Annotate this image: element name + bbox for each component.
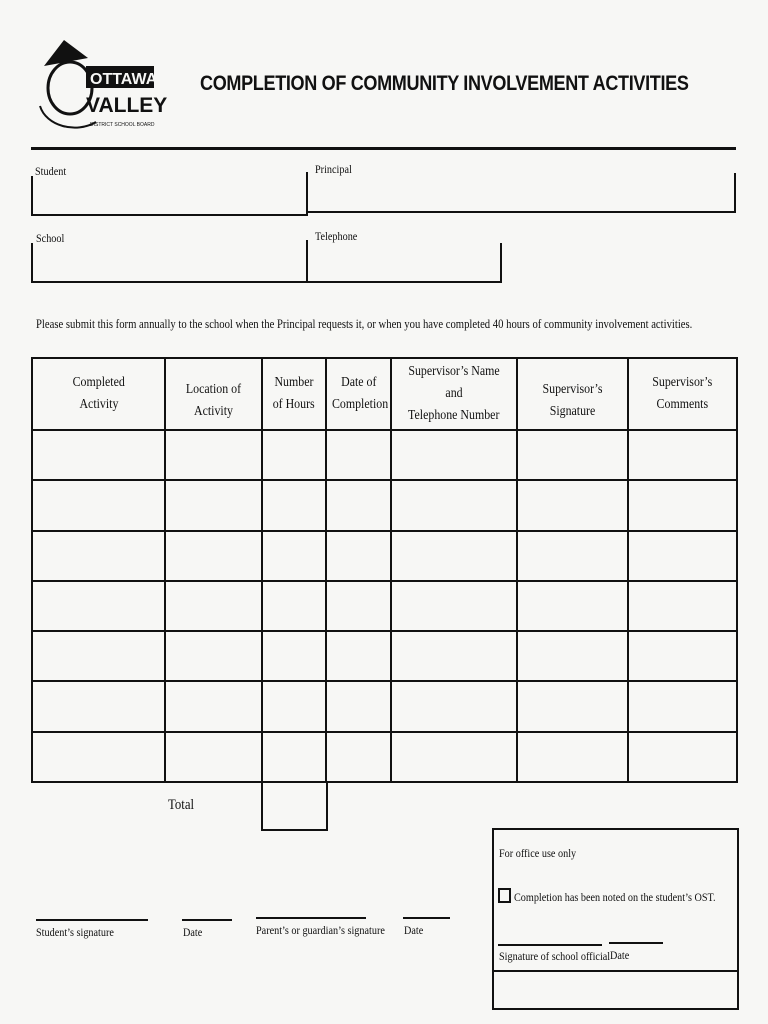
ovdsb-logo <box>36 36 168 136</box>
table-cell[interactable] <box>262 581 326 631</box>
table-cell[interactable] <box>326 732 391 782</box>
table-cell[interactable] <box>262 531 326 581</box>
col-header-completed-activity: Completed Activity <box>32 358 165 430</box>
logo-text-top: OTTAWA <box>90 71 158 88</box>
table-cell[interactable] <box>628 581 737 631</box>
table-row <box>32 480 737 530</box>
table-row <box>32 681 737 731</box>
table-cell[interactable] <box>628 480 737 530</box>
telephone-box-right <box>500 243 502 283</box>
principal-box-right <box>734 173 736 213</box>
table-row <box>32 430 737 480</box>
instructions-text: Please submit this form annually to the school when the Principal requests it, or when you have completed 40 hours of community involvement activities. <box>36 316 693 331</box>
table-cell[interactable] <box>165 531 262 581</box>
principal-box-bottom <box>306 211 736 213</box>
table-cell[interactable] <box>628 631 737 681</box>
principal-label: Principal <box>315 162 352 176</box>
table-cell[interactable] <box>517 631 628 681</box>
student-signature-line[interactable] <box>36 919 148 921</box>
table-cell[interactable] <box>517 480 628 530</box>
table-cell[interactable] <box>262 681 326 731</box>
table-cell[interactable] <box>391 531 517 581</box>
student-box-left <box>31 176 33 216</box>
table-cell[interactable] <box>165 732 262 782</box>
student-label: Student <box>35 164 67 178</box>
table-cell[interactable] <box>391 631 517 681</box>
date1-line[interactable] <box>182 919 232 921</box>
col-header-location: Location of Activity <box>165 358 262 430</box>
office-date-line[interactable] <box>609 942 663 944</box>
table-cell[interactable] <box>391 581 517 631</box>
parent-signature-label: Parent’s or guardian’s signature <box>256 923 385 937</box>
principal-field[interactable] <box>314 184 728 208</box>
table-cell[interactable] <box>165 581 262 631</box>
table-cell[interactable] <box>326 681 391 731</box>
col-header-date: Date of Completion <box>326 358 391 430</box>
table-cell[interactable] <box>32 480 165 530</box>
table-header-row <box>32 358 737 430</box>
official-signature-line[interactable] <box>498 944 602 946</box>
ost-noted-label: Completion has been noted on the student’s OST. <box>514 890 716 904</box>
table-cell[interactable] <box>165 631 262 681</box>
school-label: School <box>36 231 65 245</box>
office-date-label: Date <box>610 948 630 962</box>
table-cell[interactable] <box>32 681 165 731</box>
table-cell[interactable] <box>262 631 326 681</box>
official-signature-label: Signature of school official <box>499 949 611 963</box>
ost-noted-checkbox[interactable] <box>498 888 511 903</box>
table-cell[interactable] <box>326 531 391 581</box>
table-cell[interactable] <box>32 581 165 631</box>
table-cell[interactable] <box>32 732 165 782</box>
table-cell[interactable] <box>165 681 262 731</box>
table-cell[interactable] <box>262 430 326 480</box>
table-cell[interactable] <box>262 480 326 530</box>
table-cell[interactable] <box>517 732 628 782</box>
date1-label: Date <box>183 925 203 939</box>
school-box-bottom <box>31 281 501 283</box>
total-label: Total <box>168 797 195 813</box>
table-cell[interactable] <box>262 732 326 782</box>
school-field[interactable] <box>37 252 303 276</box>
logo-text-sub: DISTRICT SCHOOL BOARD <box>90 122 155 128</box>
col-header-hours: Number of Hours <box>262 358 326 430</box>
header-rule <box>31 147 736 150</box>
table-row <box>32 581 737 631</box>
telephone-field[interactable] <box>314 251 498 275</box>
telephone-label: Telephone <box>315 229 358 243</box>
school-box-left <box>31 243 33 283</box>
table-cell[interactable] <box>391 732 517 782</box>
date2-label: Date <box>404 923 424 937</box>
table-cell[interactable] <box>326 480 391 530</box>
table-row <box>32 631 737 681</box>
table-cell[interactable] <box>326 581 391 631</box>
office-box-divider <box>492 970 737 972</box>
table-cell[interactable] <box>165 430 262 480</box>
logo-text-main: VALLEY <box>86 94 168 117</box>
col-header-supervisor-name: Supervisor’s Name and Telephone Number <box>391 358 517 430</box>
date2-line[interactable] <box>403 917 450 919</box>
principal-box-left <box>306 172 308 216</box>
total-hours-field[interactable] <box>261 781 328 831</box>
table-cell[interactable] <box>326 631 391 681</box>
table-cell[interactable] <box>517 430 628 480</box>
table-cell[interactable] <box>32 631 165 681</box>
table-cell[interactable] <box>32 531 165 581</box>
office-use-heading: For office use only <box>499 846 577 860</box>
parent-signature-line[interactable] <box>256 917 366 919</box>
table-cell[interactable] <box>391 480 517 530</box>
telephone-box-left <box>306 240 308 282</box>
table-cell[interactable] <box>517 681 628 731</box>
table-cell[interactable] <box>517 581 628 631</box>
table-row <box>32 531 737 581</box>
col-header-supervisor-signature: Supervisor’s Signature <box>517 358 628 430</box>
form-title: COMPLETION OF COMMUNITY INVOLVEMENT ACTIVITIES <box>200 72 689 95</box>
col-header-supervisor-comments: Supervisor’s Comments <box>628 358 737 430</box>
student-signature-label: Student’s signature <box>36 925 114 939</box>
table-cell[interactable] <box>326 430 391 480</box>
activity-table <box>31 357 738 783</box>
table-cell[interactable] <box>628 732 737 782</box>
table-cell[interactable] <box>517 531 628 581</box>
table-cell[interactable] <box>391 430 517 480</box>
table-cell[interactable] <box>32 430 165 480</box>
table-cell[interactable] <box>628 531 737 581</box>
table-row <box>32 732 737 782</box>
table-cell[interactable] <box>391 681 517 731</box>
table-cell[interactable] <box>628 681 737 731</box>
table-cell[interactable] <box>628 430 737 480</box>
student-field[interactable] <box>36 186 302 210</box>
student-box-bottom <box>31 214 307 216</box>
table-cell[interactable] <box>165 480 262 530</box>
